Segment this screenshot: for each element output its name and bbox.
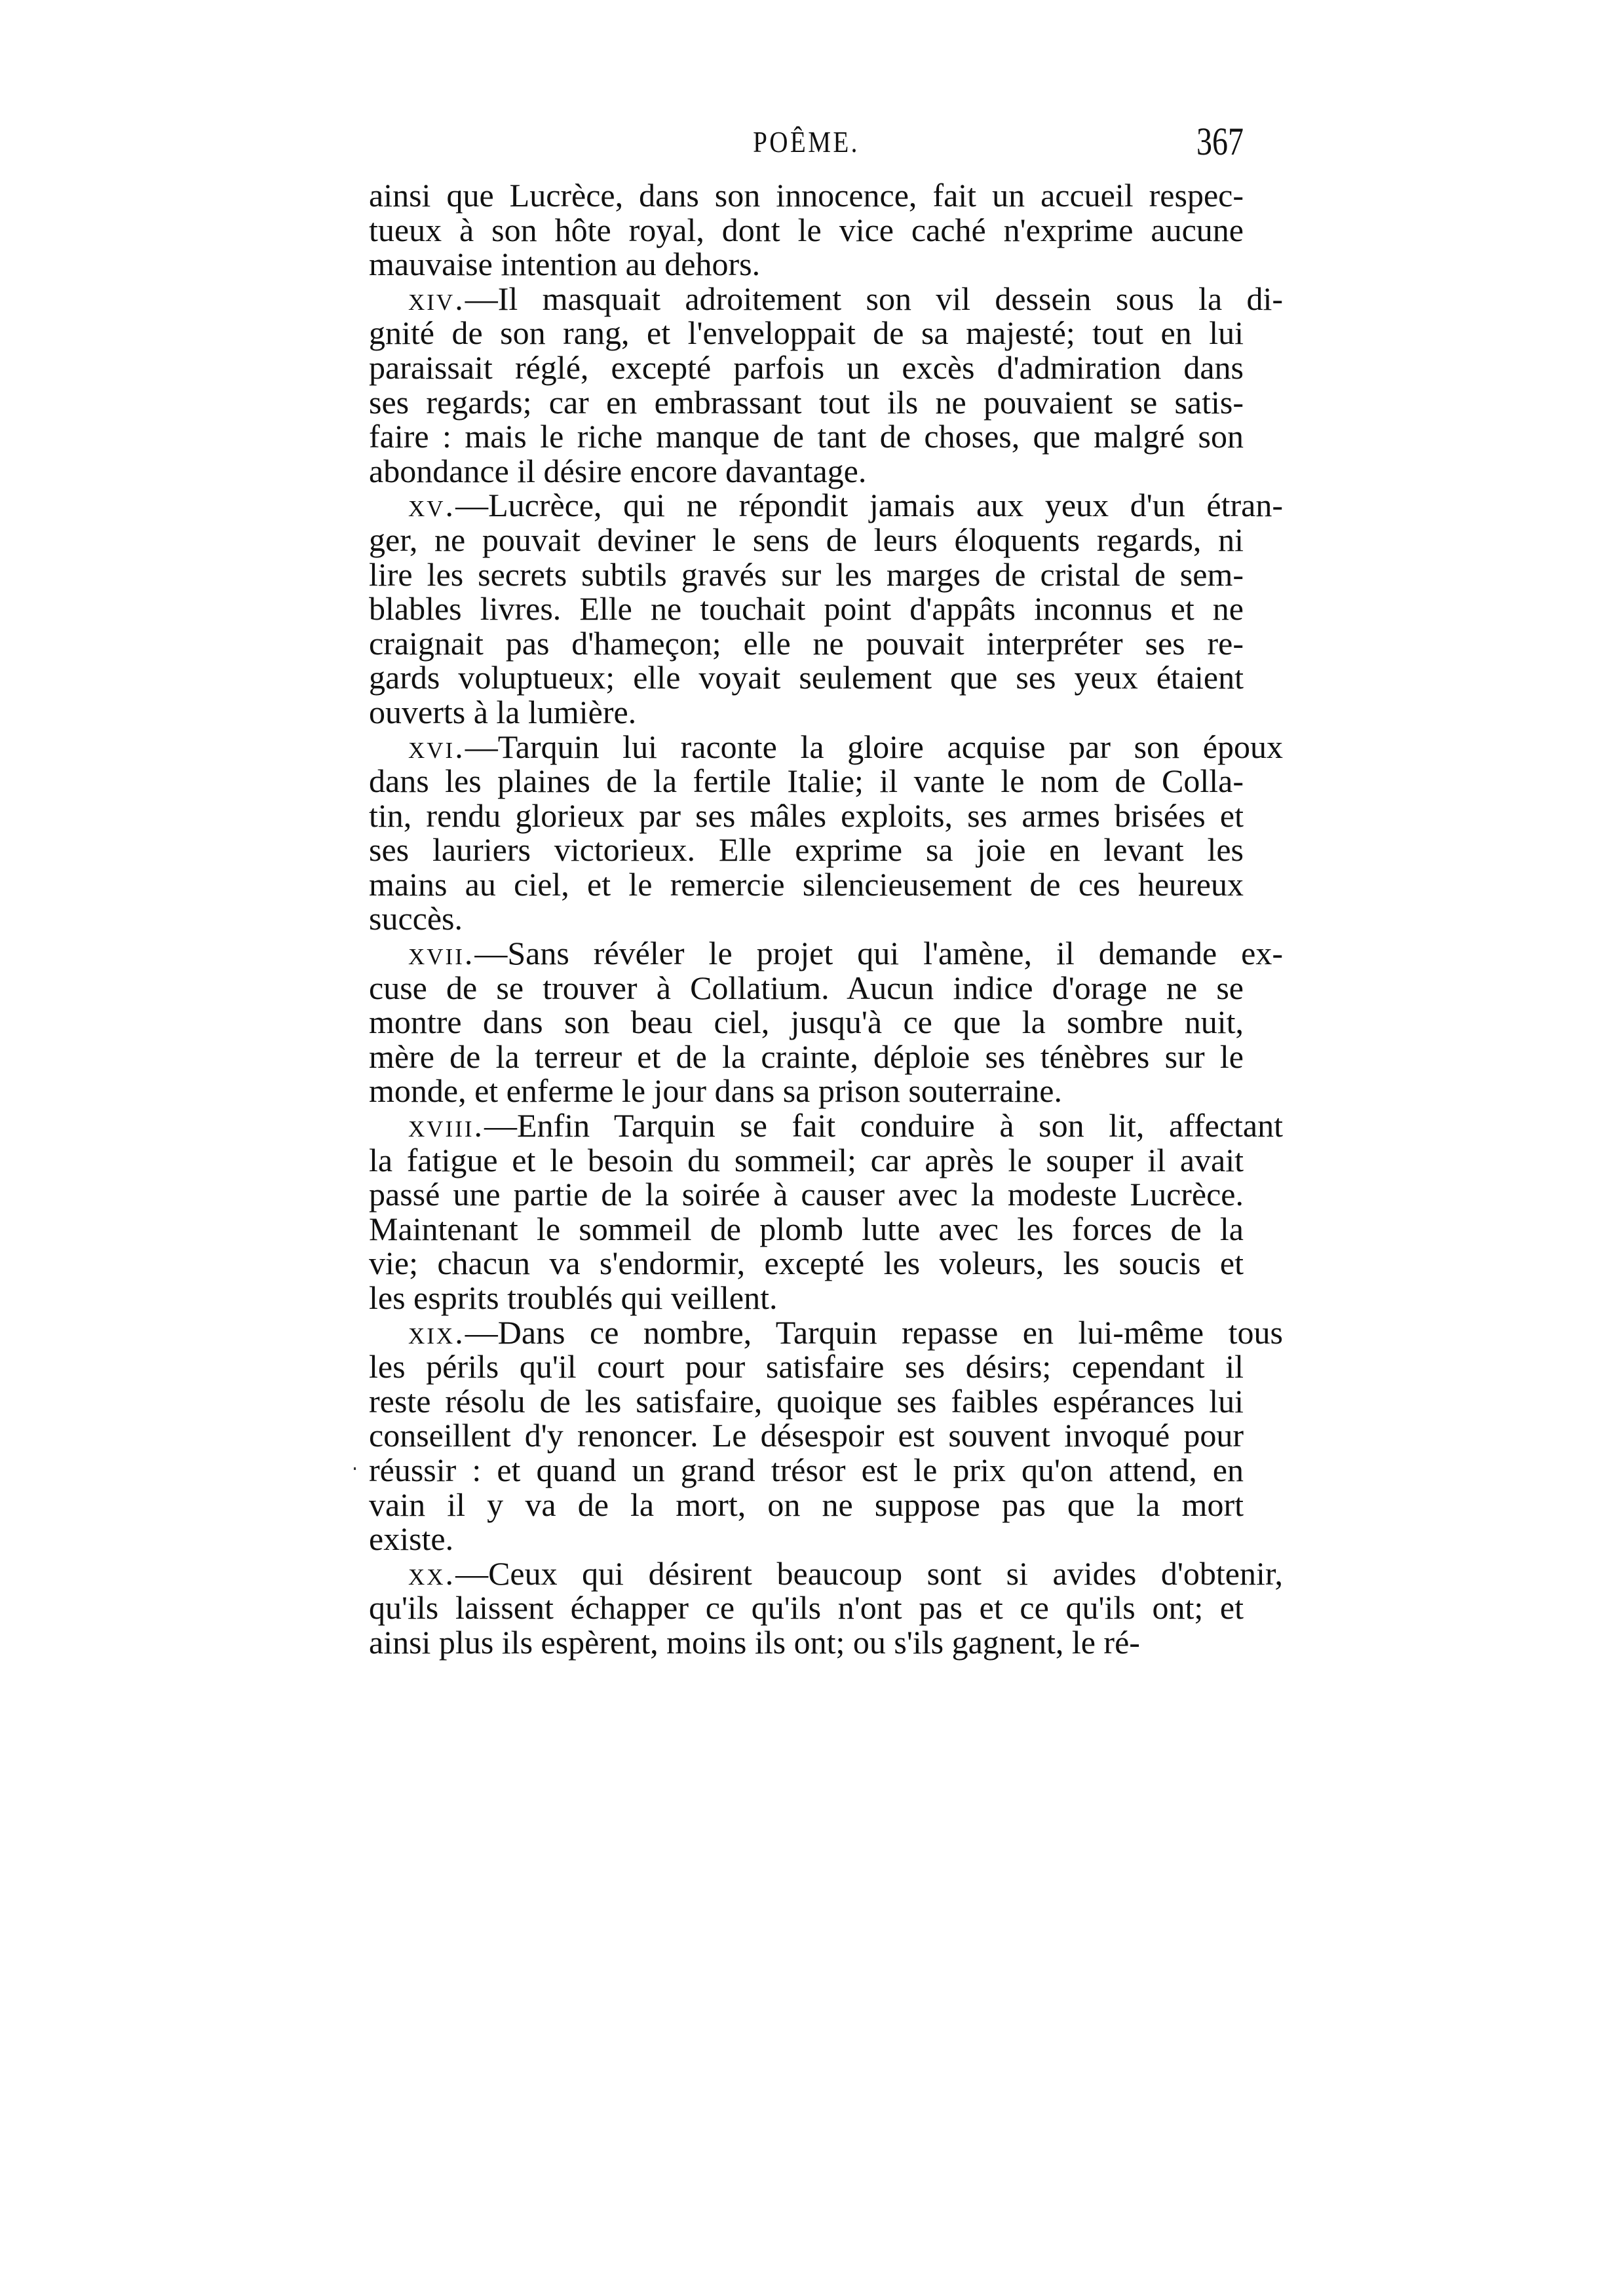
line-text: lire les secrets subtils gravés sur les marges de cristal de sem-	[369, 555, 1244, 593]
text-line	[369, 454, 1244, 489]
line-text: vie; chacun va s'endormir, excepté les voleurs, les soucis et	[369, 1245, 1244, 1282]
line-text: —Tarquin lui raconte la gloire acquise par son époux	[465, 728, 1283, 765]
text-line	[369, 730, 1283, 764]
stanza-numeral: xx.	[408, 1554, 456, 1592]
text-line	[369, 1625, 1244, 1660]
line-text: —Dans ce nombre, Tarquin repasse en lui-même tous	[465, 1313, 1283, 1351]
stanza-paragraph	[369, 1554, 1283, 1661]
stanza-numeral: xv.	[408, 487, 456, 524]
line-text: reste résolu de les satisfaire, quoique ses faibles espérances lui	[369, 1382, 1244, 1420]
text-line	[369, 1074, 1244, 1108]
line-text: ainsi plus ils espèrent, moins ils ont; ou s'ils gagnent, le ré-	[369, 1623, 1140, 1661]
text-line	[369, 385, 1244, 420]
text-line	[369, 557, 1244, 592]
stanza-numeral: xviii.	[408, 1107, 485, 1144]
line-text: ainsi que Lucrèce, dans son innocence, fait un accueil respec-	[369, 177, 1244, 214]
line-text: tueux à son hôte royal, dont le vice caché n'exprime aucune	[369, 211, 1244, 248]
line-text: —Sans révéler le projet qui l'amène, il demande ex-	[474, 935, 1283, 972]
line-text: mère de la terreur et de la crainte, déploie ses ténèbres sur le	[369, 1038, 1244, 1075]
line-text: —Enfin Tarquin se fait conduire à son lit, affectant	[484, 1107, 1283, 1144]
line-text: ses lauriers victorieux. Elle exprime sa joie en levant les	[369, 831, 1244, 869]
page-number: 367	[1196, 120, 1244, 163]
text-line	[369, 282, 1283, 316]
line-text: la fatigue et le besoin du sommeil; car après le souper il avait	[369, 1141, 1244, 1178]
text-line	[369, 660, 1244, 695]
stanza-paragraph	[369, 487, 1283, 730]
text-line	[369, 592, 1244, 626]
text-line	[369, 833, 1244, 867]
line-text: qu'ils laissent échapper ce qu'ils n'ont pas et ce qu'ils ont; et	[369, 1589, 1244, 1627]
line-text: tin, rendu glorieux par ses mâles exploits, ses armes brisées et	[369, 797, 1244, 834]
page-header	[369, 120, 1244, 170]
line-text: les périls qu'il court pour satisfaire ses désirs; cependant il	[369, 1348, 1244, 1385]
ink-speck	[354, 1467, 356, 1470]
line-text: ger, ne pouvait deviner le sens de leurs éloquents regards, ni	[369, 521, 1244, 558]
text-line	[369, 799, 1244, 833]
text-line	[369, 626, 1244, 661]
line-text: mauvaise intention au dehors.	[369, 246, 761, 283]
line-text: les esprits troublés qui veillent.	[369, 1279, 778, 1316]
stanza-paragraph	[369, 1313, 1283, 1558]
line-text: ses regards; car en embrassant tout ils ne pouvaient se satis-	[369, 383, 1244, 421]
stanza-paragraph	[369, 728, 1283, 937]
text-line	[369, 178, 1244, 213]
line-text: monde, et enferme le jour dans sa prison souterraine.	[369, 1072, 1062, 1110]
text-line	[369, 1315, 1283, 1350]
stanza-numeral: xiv.	[408, 280, 465, 317]
text-line	[369, 1246, 1244, 1281]
text-line	[369, 1349, 1244, 1384]
text-line	[369, 1556, 1283, 1591]
line-text: dans les plaines de la fertile Italie; il vante le nom de Colla-	[369, 762, 1244, 800]
text-line	[369, 488, 1283, 523]
text-line	[369, 523, 1244, 557]
line-text: blables livres. Elle ne touchait point d'appâts inconnus et ne	[369, 590, 1244, 628]
line-text: faire : mais le riche manque de tant de choses, que malgré son	[369, 418, 1244, 455]
text-line	[369, 901, 1244, 936]
text-line	[369, 1281, 1244, 1315]
text-line	[369, 1590, 1244, 1625]
text-line	[369, 764, 1244, 799]
text-line	[369, 316, 1244, 350]
line-text: vain il y va de la mort, on ne suppose pas que la mort	[369, 1486, 1244, 1523]
stanza-numeral: xix.	[408, 1313, 465, 1351]
text-line	[369, 1005, 1244, 1040]
line-text: —Lucrèce, qui ne répondit jamais aux yeux d'un étran-	[455, 487, 1283, 524]
line-text: paraissait réglé, excepté parfois un excès d'admiration dans	[369, 348, 1244, 386]
line-text: ouverts à la lumière.	[369, 693, 637, 730]
page-body	[369, 177, 1283, 1661]
text-line	[369, 1108, 1283, 1143]
text-line	[369, 1453, 1244, 1488]
stanza-numeral: xvi.	[408, 728, 465, 765]
line-text: cuse de se trouver à Collatium. Aucun indice d'orage ne se	[369, 969, 1244, 1006]
text-line	[369, 213, 1244, 248]
line-text: —Ceux qui désirent beaucoup sont si avides d'obtenir,	[455, 1554, 1283, 1592]
text-line	[369, 1488, 1244, 1522]
stanza-numeral: xvii.	[408, 935, 475, 972]
text-line	[369, 1177, 1244, 1212]
line-text: montre dans son beau ciel, jusqu'à ce que la sombre nuit,	[369, 1004, 1244, 1041]
stanza-paragraph	[369, 935, 1283, 1110]
text-line	[369, 695, 1244, 730]
line-text: existe.	[369, 1520, 454, 1558]
line-text: gnité de son rang, et l'enveloppait de sa majesté; tout en lui	[369, 314, 1244, 352]
text-line	[369, 1522, 1244, 1556]
line-text: passé une partie de la soirée à causer avec la modeste Lucrèce.	[369, 1176, 1244, 1213]
text-line	[369, 350, 1244, 385]
running-title: POÊME.	[753, 125, 860, 159]
line-text: gards voluptueux; elle voyait seulement que ses yeux étaient	[369, 659, 1244, 696]
text-line	[369, 1212, 1244, 1247]
line-text: Maintenant le sommeil de plomb lutte avec les forces de la	[369, 1210, 1244, 1247]
line-text: réussir : et quand un grand trésor est le prix qu'on attend, en	[369, 1451, 1244, 1488]
line-text: mains au ciel, et le remercie silencieusement de ces heureux	[369, 865, 1244, 903]
text-line	[369, 971, 1244, 1006]
stanza-paragraph	[369, 280, 1283, 489]
line-text: craignait pas d'hameçon; elle ne pouvait interpréter ses re-	[369, 624, 1244, 662]
stanza-paragraph	[369, 1107, 1283, 1316]
line-text: conseillent d'y renoncer. Le désespoir est souvent invoqué pour	[369, 1417, 1244, 1454]
text-line	[369, 419, 1244, 454]
continued-paragraph	[369, 178, 1244, 282]
line-text: abondance il désire encore davantage.	[369, 452, 867, 489]
text-line	[369, 1418, 1244, 1453]
text-line	[369, 1384, 1244, 1419]
line-text: succès.	[369, 900, 463, 937]
text-line	[369, 1040, 1244, 1074]
text-line	[369, 936, 1283, 971]
text-line	[369, 1143, 1244, 1178]
text-line	[369, 867, 1244, 902]
line-text: —Il masquait adroitement son vil dessein sous la di-	[465, 280, 1283, 317]
text-line	[369, 247, 1244, 282]
